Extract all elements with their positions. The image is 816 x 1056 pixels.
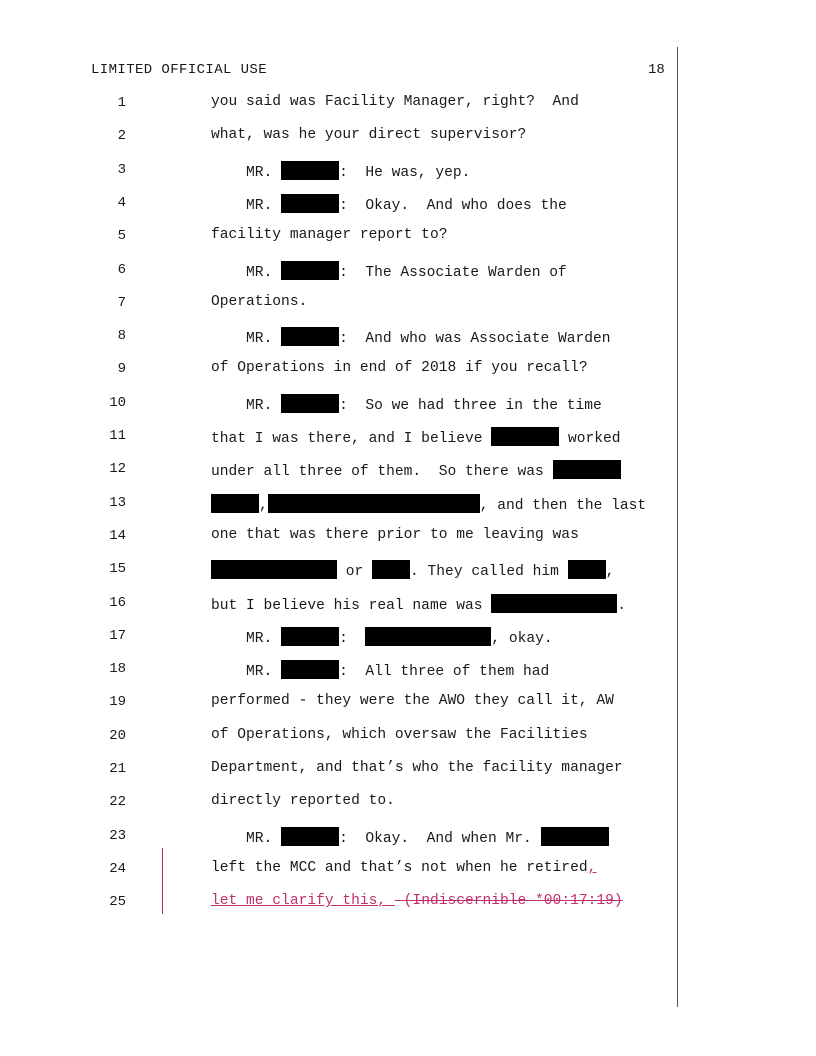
redaction-block	[281, 161, 339, 180]
line-text-segment: Operations.	[211, 293, 308, 310]
line-text-segment: , okay.	[491, 630, 553, 647]
transcript-line	[211, 827, 609, 847]
redaction-block	[281, 194, 339, 213]
transcript-line	[211, 227, 447, 243]
line-text-segment: worked	[559, 431, 621, 447]
transcript-line	[211, 127, 526, 143]
redaction-block	[365, 627, 491, 646]
line-number: 3	[117, 161, 126, 178]
line-number: 1	[117, 95, 126, 111]
line-text-segment: .	[617, 597, 627, 614]
transcript-line	[211, 693, 614, 709]
line-text-segment: : He was, yep.	[339, 164, 471, 181]
transcript-line	[211, 327, 611, 347]
line-text-segment: under all three of them. So there was	[211, 464, 553, 481]
line-text-segment: : Okay. And when Mr.	[339, 830, 541, 847]
line-number: 21	[109, 761, 126, 777]
transcript-line	[211, 460, 621, 480]
transcript-line	[211, 394, 602, 414]
line-text-segment: MR.	[211, 397, 282, 414]
line-text-segment: that I was there, and I believe	[211, 431, 492, 447]
line-text-segment: of Operations, which oversaw the Facilities	[211, 726, 588, 743]
inserted-text: ,	[587, 859, 597, 876]
line-text-segment: MR.	[211, 264, 282, 281]
line-number: 7	[117, 294, 126, 311]
right-margin-rule	[677, 47, 678, 1007]
line-number: 4	[117, 194, 126, 211]
transcript-line	[211, 494, 646, 514]
line-number: 5	[117, 228, 126, 245]
line-text-segment: MR.	[211, 664, 282, 681]
redaction-block	[491, 594, 617, 613]
line-text-segment: MR.	[211, 331, 282, 348]
redaction-block	[268, 494, 480, 513]
header-classification: LIMITED OFFICIAL USE	[91, 62, 268, 78]
transcript-line	[211, 161, 470, 181]
line-number: 25	[109, 894, 126, 911]
line-text-segment: what, was he your direct supervisor?	[211, 127, 527, 144]
transcript-line	[211, 627, 553, 647]
line-text-segment: MR.	[211, 164, 282, 181]
line-number: 12	[109, 461, 126, 478]
line-text-segment: or	[337, 564, 373, 581]
line-number: 19	[109, 694, 126, 711]
redaction-block	[211, 494, 259, 513]
line-text-segment: left the MCC and that’s not when he retired	[211, 859, 588, 876]
line-text-segment: of Operations in end of 2018 if you recall?	[211, 360, 588, 377]
redaction-block	[281, 261, 339, 280]
revision-change-bar	[162, 848, 163, 914]
line-number: 23	[109, 827, 126, 844]
redaction-block	[281, 394, 339, 413]
transcript-line	[211, 860, 596, 876]
line-text-segment: :	[339, 630, 366, 647]
redaction-block	[281, 627, 339, 646]
line-number: 13	[109, 494, 126, 511]
line-text-segment: MR.	[211, 197, 282, 214]
transcript-line	[211, 660, 549, 680]
line-text-segment: : Okay. And who does the	[339, 197, 567, 214]
transcript-line	[211, 793, 395, 809]
line-text-segment: performed - they were the AWO they call it, AW	[211, 693, 614, 710]
line-number: 20	[109, 727, 126, 744]
line-text-segment: : And who was Associate Warden	[339, 331, 611, 348]
redaction-block	[281, 827, 339, 846]
line-text-segment: : The Associate Warden of	[339, 264, 567, 281]
line-text-segment: directly reported to.	[211, 793, 395, 810]
line-text-segment: but I believe his real name was	[211, 597, 492, 614]
line-number: 17	[109, 627, 126, 644]
redaction-block	[211, 560, 337, 579]
redaction-block	[372, 560, 410, 579]
redaction-block	[281, 660, 339, 679]
transcript-line	[211, 727, 588, 743]
transcript-line	[211, 527, 579, 543]
line-text-segment: , and then the last	[479, 497, 647, 514]
line-number: 11	[109, 428, 126, 444]
line-number: 16	[109, 594, 126, 611]
line-number: 2	[117, 128, 126, 145]
line-text-segment: Department, and that’s who the facility manager	[211, 760, 623, 776]
line-text-segment: one that was there prior to me leaving was	[211, 526, 579, 543]
line-text-segment: facility manager report to?	[211, 227, 448, 244]
transcript-line	[211, 294, 307, 310]
transcript-line	[211, 760, 623, 776]
line-text-segment: : So we had three in the time	[339, 397, 602, 414]
line-text-segment: ,	[259, 497, 268, 514]
line-number: 18	[109, 661, 126, 678]
line-text-segment: . They called him	[410, 564, 568, 581]
line-text-segment: ,	[605, 564, 615, 581]
redaction-block	[553, 460, 621, 479]
transcript-line	[211, 360, 588, 376]
line-number: 9	[117, 361, 126, 378]
transcript-line	[211, 560, 614, 580]
deleted-text: (Indiscernible *00:17:19)	[394, 893, 623, 910]
redaction-block	[281, 327, 339, 346]
inserted-text: let me clarify this,	[211, 893, 395, 910]
transcript-line	[211, 427, 621, 447]
line-text-segment: MR.	[211, 630, 282, 647]
page-number: 18	[648, 62, 665, 78]
line-text-segment: you said was Facility Manager, right? And	[211, 94, 579, 110]
line-number: 22	[109, 794, 126, 811]
line-text-segment: MR.	[211, 830, 282, 847]
transcript-line	[211, 893, 623, 909]
transcript-line	[211, 94, 579, 110]
line-text-segment: : All three of them had	[339, 664, 550, 681]
transcript-line	[211, 194, 567, 214]
line-number: 24	[109, 860, 126, 877]
line-number: 8	[117, 328, 126, 345]
line-number: 14	[109, 527, 126, 544]
transcript-line	[211, 594, 626, 614]
redaction-block	[491, 427, 559, 446]
redaction-block	[568, 560, 606, 579]
transcript-line	[211, 261, 567, 281]
line-number: 15	[109, 561, 126, 578]
line-number: 6	[117, 261, 126, 278]
line-number: 10	[109, 394, 126, 411]
redaction-block	[541, 827, 609, 846]
